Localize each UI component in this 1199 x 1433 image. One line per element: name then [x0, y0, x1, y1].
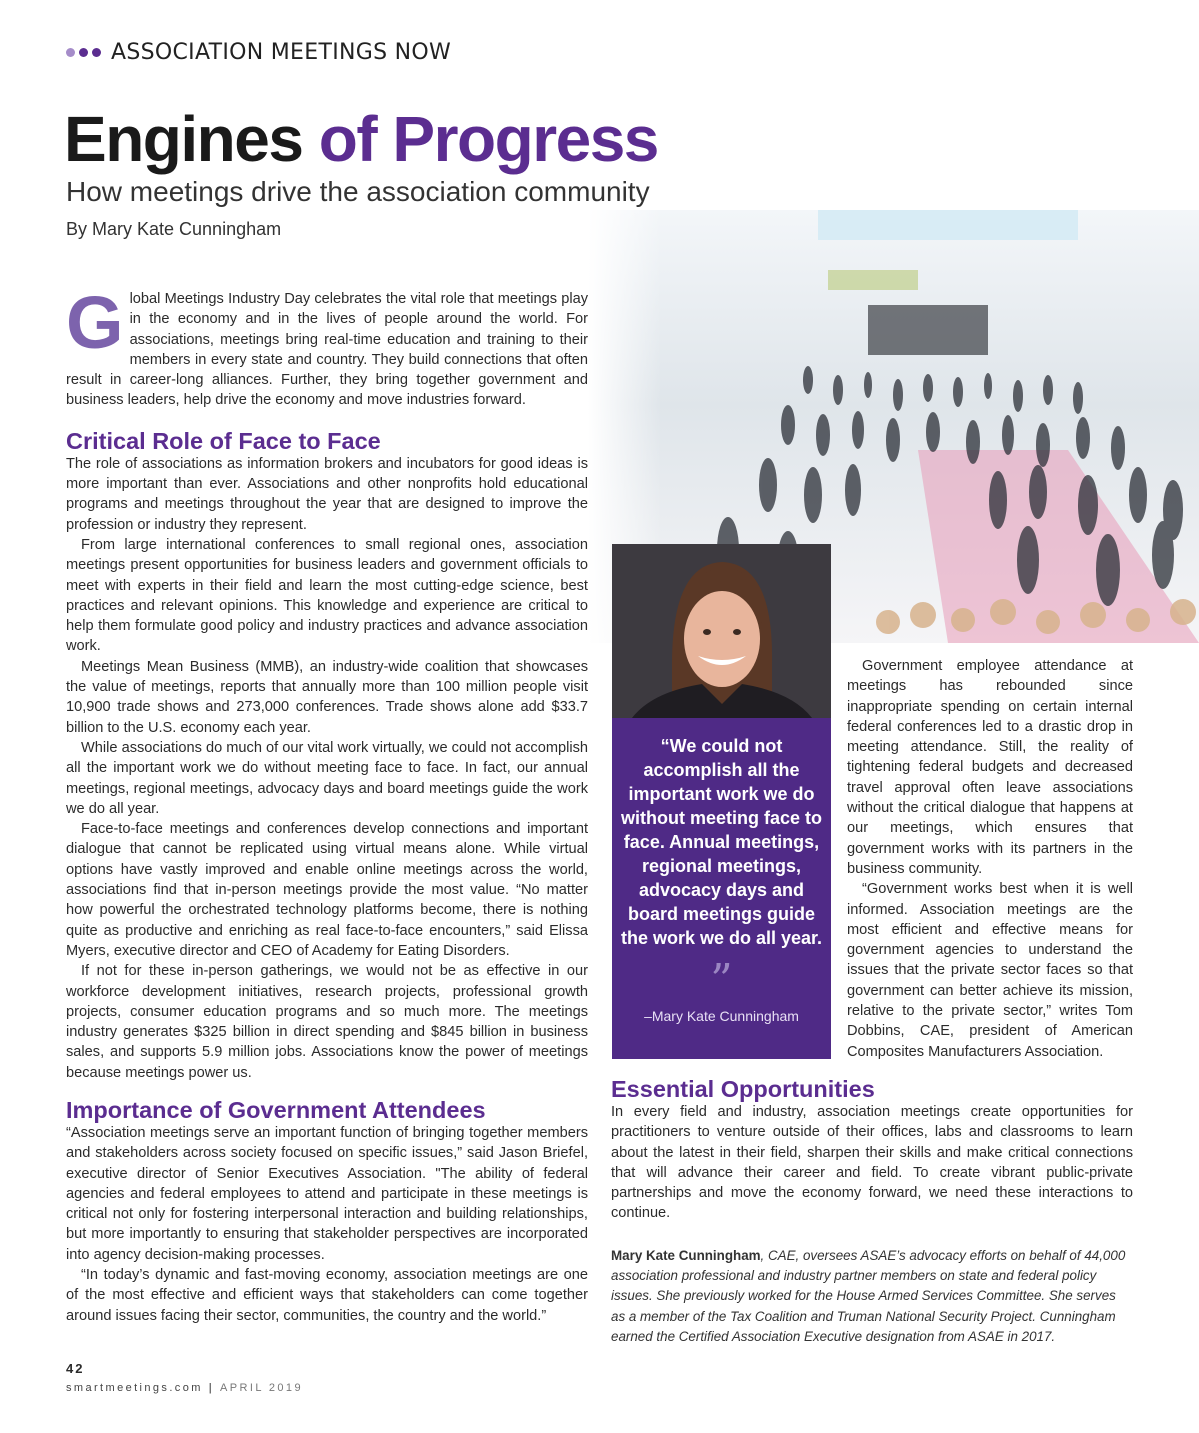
heading-critical-role: Critical Role of Face to Face	[66, 427, 381, 454]
body-paragraph: “Association meetings serve an important function of bringing together members and stakeholders across society focused on specific issues,” said Jason Briefel, executive director of Senior Executives Association. "The ability of federal agencies and federal employees to attend and participate in these meetings is critical not only for fostering interpersonal interaction and building relationships, but more importantly to ensuring that stakeholder perspectives are incorporated into agency decision-making processes.	[66, 1124, 588, 1263]
title-part2: of Progress	[318, 103, 658, 175]
body-paragraph: Meetings Mean Business (MMB), an industry-wide coalition that showcases the value of meetings, reports that annually more than 100 million people visit 10,900 trade shows and 273,000 conferences. Trade shows alone add $33.7 billion to the U.S. economy each year.	[66, 658, 588, 736]
bio-name: Mary Kate Cunningham	[611, 1247, 761, 1263]
pull-quote-attribution: –Mary Kate Cunningham	[644, 1008, 799, 1024]
byline: By Mary Kate Cunningham	[66, 219, 282, 239]
footer-site: smartmeetings.com	[66, 1382, 203, 1394]
intro-paragraph	[66, 281, 588, 411]
body-paragraph: “In today’s dynamic and fast-moving economy, association meetings are one of the most effective and efficient ways that stakeholders can come together around issues facing their sector, communities, the country and the world.”	[66, 1267, 588, 1324]
title-part1: Engines	[64, 103, 319, 175]
pull-quote-text: “We could not accomplish all the important work we do without meeting face to face. Annual meetings, regional meetings, advocacy days and board meetings guide the work we do all year.	[620, 736, 823, 948]
article-title	[64, 102, 658, 176]
body-paragraph: In every field and industry, association meetings create opportunities for practitioners to venture outside of their offices, labs and classrooms to learn about the latest in their field, sharpen their skills and make critical connections that will advance their career and field. To create vibrant public-private partnerships and move the economy forward, we need these interactions to continue.	[611, 1104, 1133, 1222]
body-paragraph: Government employee attendance at meetings has rebounded since inappropriate spending on certain internal federal conferences led to a drastic drop in meeting attendance. Still, the reality of tightening federal budgets and decreased travel approval often leave associations without the critical dialogue that happens at our meetings, which ensures that government works with its partners in the business community.	[847, 658, 1133, 877]
pull-quote	[612, 718, 831, 1059]
body-paragraph: If not for these in-person gatherings, we would not be as effective in our workforce development initiatives, research projects, professional growth projects, consumer education programs and so much more. The meetings industry generates $325 billion in direct spending and $845 billion in business sales, and supports 5.9 million jobs. Associations know the power of meetings because meetings power us.	[66, 963, 588, 1081]
body-paragraph: The role of associations as information brokers and incubators for good ideas is more important than ever. Associations and other nonprofits hold educational programs and meetings throughout the year that are designed to improve the profession or industry they represent.	[66, 455, 588, 533]
footer-separator: |	[208, 1382, 215, 1394]
body-paragraph: “Government works best when it is well informed. Association meetings are the most efficient and effective means for government agencies to understand the issues that the private sector faces so that government can better achieve its mission, relative to the private sector,” writes Tom Dobbins, CAE, president of American Composites Manufacturers Association.	[847, 881, 1133, 1060]
page-footer	[66, 1382, 303, 1394]
body-paragraph: Face-to-face meetings and conferences develop connections and important dialogue that cannot be replicated using virtual means alone. While virtual options have vastly improved and enable online meetings across the world, associations find that in-person meetings provide the most value. “No matter how powerful the orchestrated technology platforms become, there is nothing quite as productive and enriching as real face-to-face encounters,” said Elissa Myers, executive director and CEO of Academy for Eating Disorders.	[66, 821, 588, 959]
bullet-dots-icon	[66, 48, 101, 57]
body-paragraph: From large international conferences to small regional ones, association meetings present opportunities for business leaders and government officials to meet with experts in their field and learn the most cutting-edge science, best practices and relevant opinions. This knowledge and experience are critical to help them formulate good policy and industry practices and advance association work.	[66, 536, 588, 655]
author-bio	[611, 1246, 1133, 1347]
dropcap: G	[66, 281, 124, 364]
left-column	[66, 281, 588, 1326]
section-header	[66, 40, 451, 65]
bio-text: , CAE, oversees ASAE’s advocacy efforts on behalf of 44,000 association professional and industry partner members on state and federal policy issues. She previously worked for the House Armed Services Committee. She serves as a member of the Tax Coalition and Truman National Security Project. Cunningham earned the Certified Association Executive designation from ASAE in 2017.	[611, 1247, 1126, 1344]
footer-date: APRIL 2019	[220, 1382, 303, 1394]
heading-government-attendees: Importance of Government Attendees	[66, 1096, 486, 1123]
author-headshot	[612, 544, 831, 718]
body-paragraph: While associations do much of our vital work virtually, we could not accomplish all the important work we do without meeting face to face. In fact, our annual meetings, regional meetings, advocacy days and board meetings guide the work we do all year.	[66, 739, 588, 817]
closing-quote-icon: ”	[710, 955, 733, 1006]
bottom-right-column	[611, 1076, 1133, 1347]
section-label: ASSOCIATION MEETINGS NOW	[111, 40, 452, 65]
intro-text: lobal Meetings Industry Day celebrates the vital role that meetings play in the economy and in the lives of people around the world. For associations, meetings bring real-time education and training to their members in every state and country. They build connections that often result in career-long alliances. Further, they bring together government and business leaders, help drive the economy and move industries forward.	[66, 291, 588, 409]
right-column	[847, 656, 1133, 1062]
page-number: 42	[66, 1361, 85, 1376]
article-subtitle: How meetings drive the association community	[66, 176, 650, 207]
heading-essential-opportunities: Essential Opportunities	[611, 1076, 875, 1102]
